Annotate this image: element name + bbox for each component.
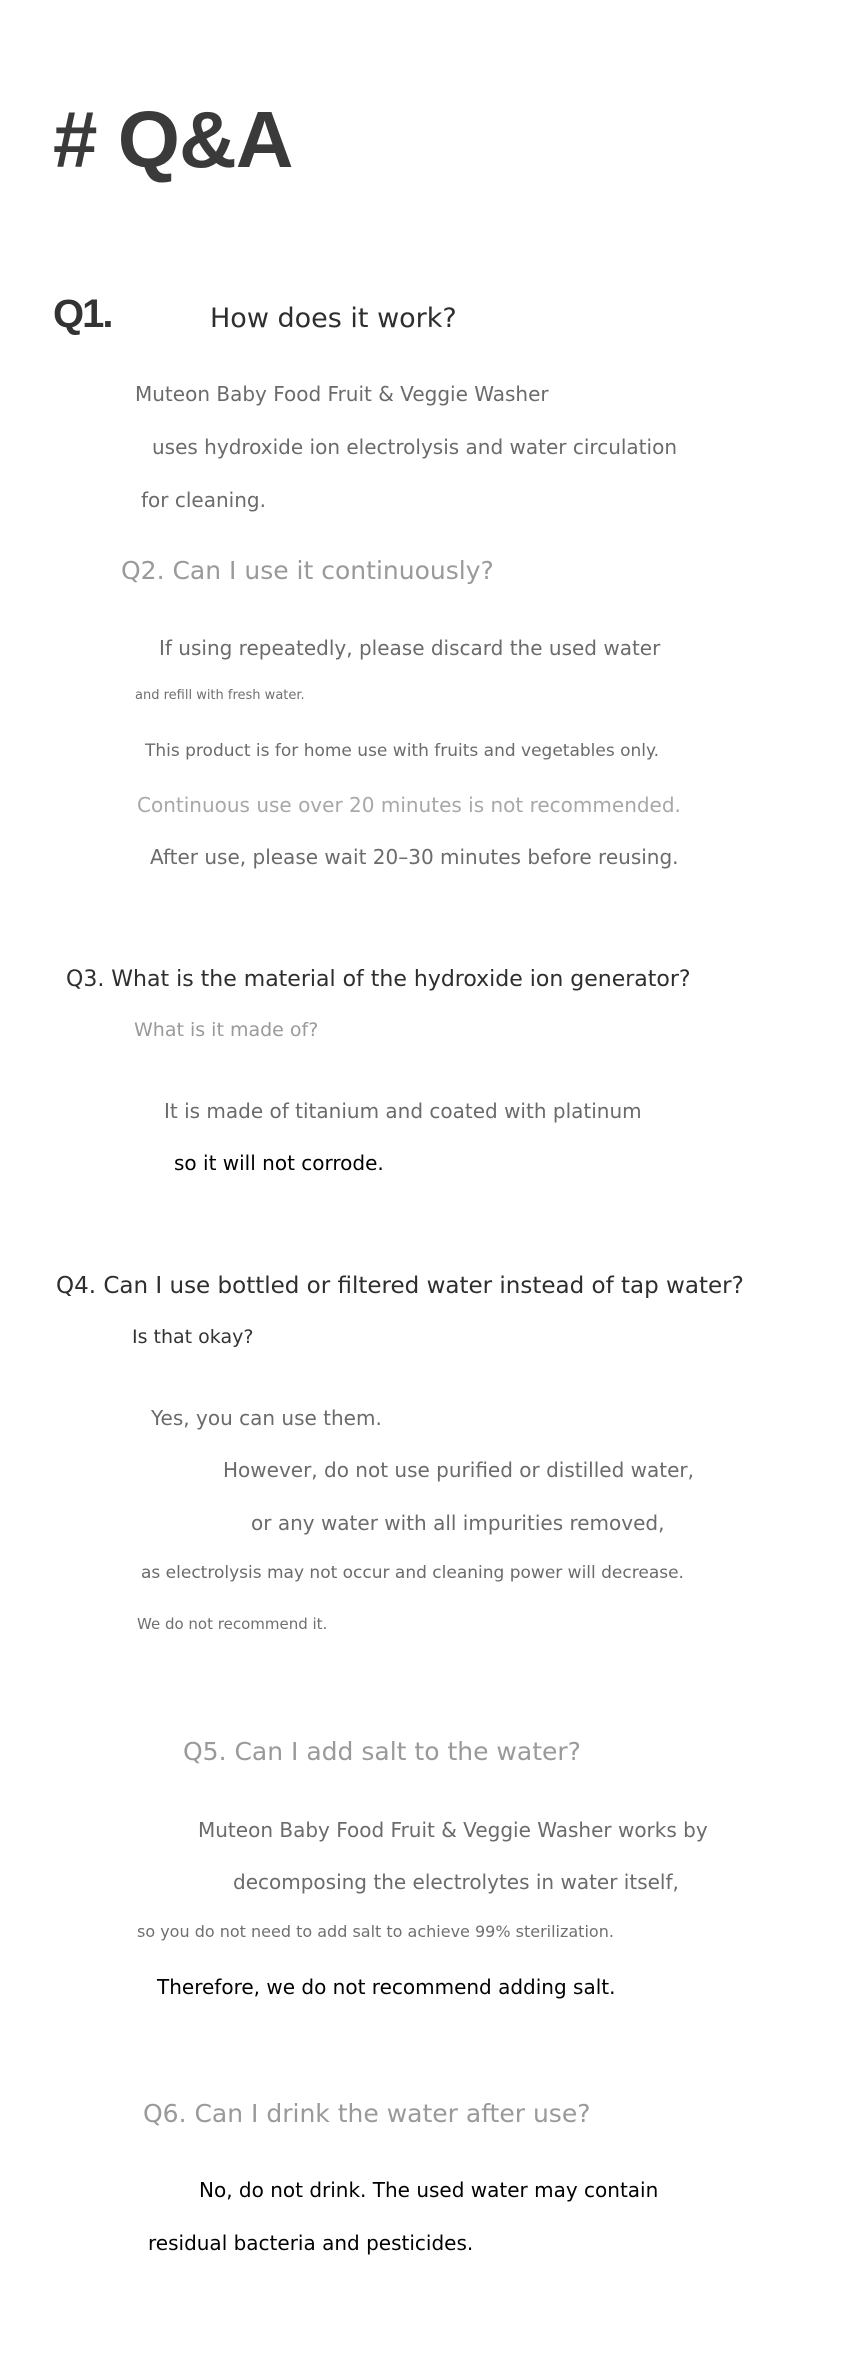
q2-answer-line: If using repeatedly, please discard the used water — [159, 636, 661, 660]
q4-answer-line: However, do not use purified or distilled water, — [223, 1458, 694, 1482]
q2-answer-line: Continuous use over 20 minutes is not recommended. — [137, 793, 681, 817]
q6-answer-line: residual bacteria and pesticides. — [148, 2231, 474, 2255]
page-title: # Q&A — [53, 95, 293, 184]
q6-question: Q6. Can I drink the water after use? — [143, 2099, 591, 2128]
q1-answer-line: Muteon Baby Food Fruit & Veggie Washer — [135, 382, 549, 406]
q1-number: Q1. — [53, 292, 112, 336]
q4-answer-line: as electrolysis may not occur and cleaning power will decrease. — [141, 1563, 684, 1583]
q3-answer-line: so it will not corrode. — [174, 1151, 384, 1175]
q2-answer-line: and refill with fresh water. — [135, 688, 305, 703]
q4-answer-line: We do not recommend it. — [137, 1615, 328, 1633]
q4-subquestion: Is that okay? — [132, 1326, 254, 1348]
q4-answer-line: Yes, you can use them. — [151, 1406, 382, 1430]
q5-answer-line: so you do not need to add salt to achieve 99% sterilization. — [137, 1922, 614, 1941]
q5-answer-line: Therefore, we do not recommend adding salt. — [157, 1975, 616, 1999]
q6-answer-line: No, do not drink. The used water may contain — [199, 2178, 659, 2202]
q4-answer-line: or any water with all impurities removed, — [251, 1511, 665, 1535]
q3-answer-line: It is made of titanium and coated with platinum — [164, 1099, 642, 1123]
q2-answer-line: After use, please wait 20–30 minutes before reusing. — [150, 845, 679, 869]
q4-question: Q4. Can I use bottled or filtered water instead of tap water? — [56, 1273, 744, 1299]
q3-question: Q3. What is the material of the hydroxide ion generator? — [66, 967, 691, 992]
q5-question: Q5. Can I add salt to the water? — [183, 1737, 581, 1766]
q5-answer-line: decomposing the electrolytes in water itself, — [233, 1870, 679, 1894]
q1-answer-line: for cleaning. — [141, 488, 266, 512]
q3-subquestion: What is it made of? — [134, 1019, 319, 1041]
q2-question: Q2. Can I use it continuously? — [121, 556, 494, 585]
q1-question: How does it work? — [210, 303, 457, 334]
q1-answer-line: uses hydroxide ion electrolysis and water circulation — [152, 435, 677, 459]
q2-answer-line: This product is for home use with fruits and vegetables only. — [145, 741, 660, 761]
q5-answer-line: Muteon Baby Food Fruit & Veggie Washer works by — [198, 1818, 708, 1842]
